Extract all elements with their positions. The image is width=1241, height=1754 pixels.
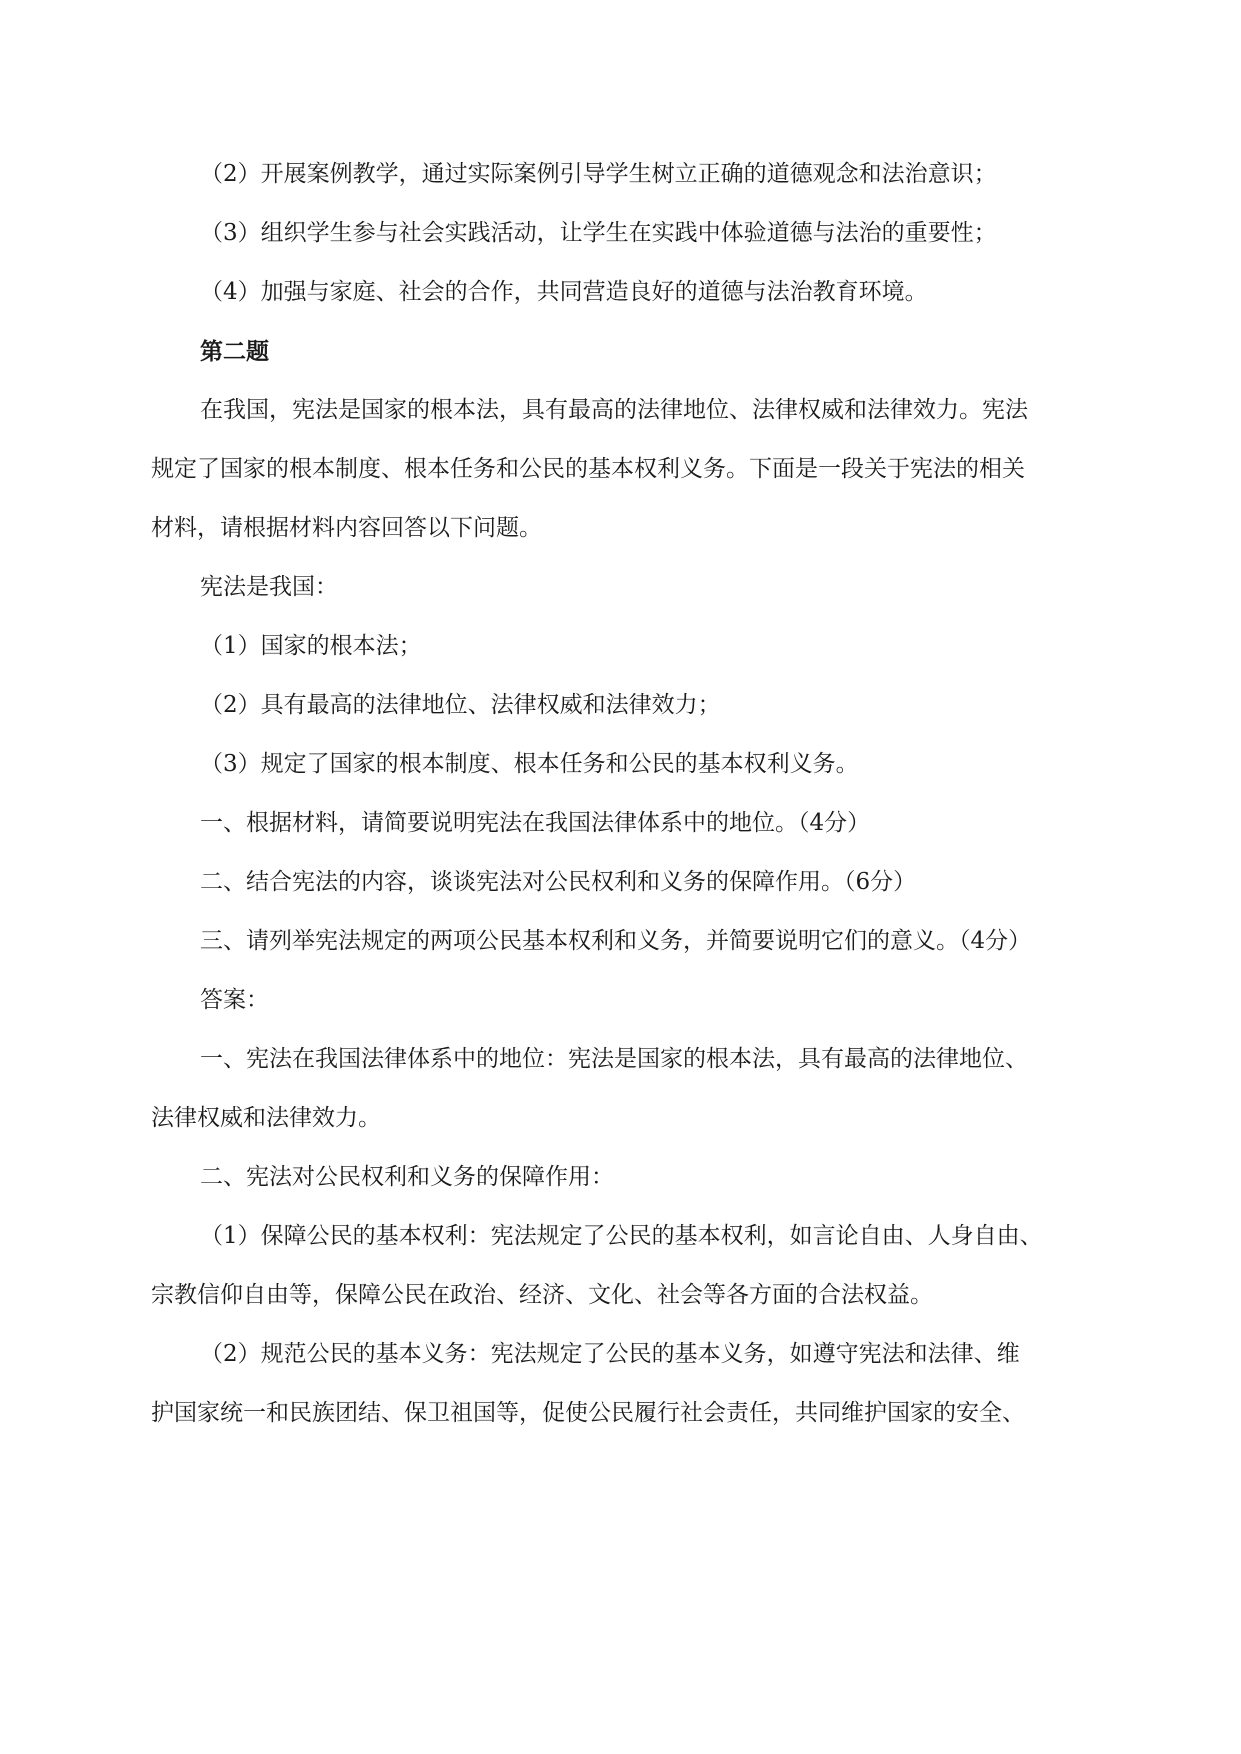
- paragraph-continuation: 宗教信仰自由等，保障公民在政治、经济、文化、社会等各方面的合法权益。: [151, 1282, 933, 1308]
- paragraph-continuation: 法律权威和法律效力。: [151, 1105, 381, 1131]
- paragraph-continuation: 材料，请根据材料内容回答以下问题。: [151, 515, 542, 541]
- paragraph-continuation: 护国家统一和民族团结、保卫祖国等，促使公民履行社会责任，共同维护国家的安全、: [151, 1400, 1025, 1426]
- list-item: （1）国家的根本法；: [200, 633, 422, 659]
- list-item: （2）具有最高的法律地位、法律权威和法律效力；: [200, 692, 721, 718]
- question: 二、结合宪法的内容，谈谈宪法对公民权利和义务的保障作用。（6分）: [200, 869, 917, 895]
- section-heading: 第二题: [200, 338, 269, 365]
- paragraph: 在我国，宪法是国家的根本法，具有最高的法律地位、法律权威和法律效力。宪法: [200, 397, 1028, 423]
- paragraph: （4）加强与家庭、社会的合作，共同营造良好的道德与法治教育环境。: [200, 279, 928, 305]
- paragraph: （3）组织学生参与社会实践活动，让学生在实践中体验道德与法治的重要性；: [200, 220, 997, 246]
- paragraph-continuation: 规定了国家的根本制度、根本任务和公民的基本权利义务。下面是一段关于宪法的相关: [151, 456, 1025, 482]
- answer-paragraph: 二、宪法对公民权利和义务的保障作用：: [200, 1164, 614, 1190]
- list-item: （2）规范公民的基本义务：宪法规定了公民的基本义务，如遵守宪法和法律、维: [200, 1341, 1020, 1367]
- question: 一、根据材料，请简要说明宪法在我国法律体系中的地位。（4分）: [200, 810, 871, 836]
- paragraph: 宪法是我国：: [200, 574, 338, 600]
- question: 三、请列举宪法规定的两项公民基本权利和义务，并简要说明它们的意义。（4分）: [200, 928, 1032, 954]
- list-item: （3）规定了国家的根本制度、根本任务和公民的基本权利义务。: [200, 751, 859, 777]
- answer-paragraph: 一、宪法在我国法律体系中的地位：宪法是国家的根本法，具有最高的法律地位、: [200, 1046, 1028, 1072]
- paragraph: （2）开展案例教学，通过实际案例引导学生树立正确的道德观念和法治意识；: [200, 161, 997, 187]
- document-body: [151, 145, 1091, 1443]
- list-item: （1）保障公民的基本权利：宪法规定了公民的基本权利，如言论自由、人身自由、: [200, 1223, 1043, 1249]
- answer-heading: 答案：: [200, 987, 269, 1013]
